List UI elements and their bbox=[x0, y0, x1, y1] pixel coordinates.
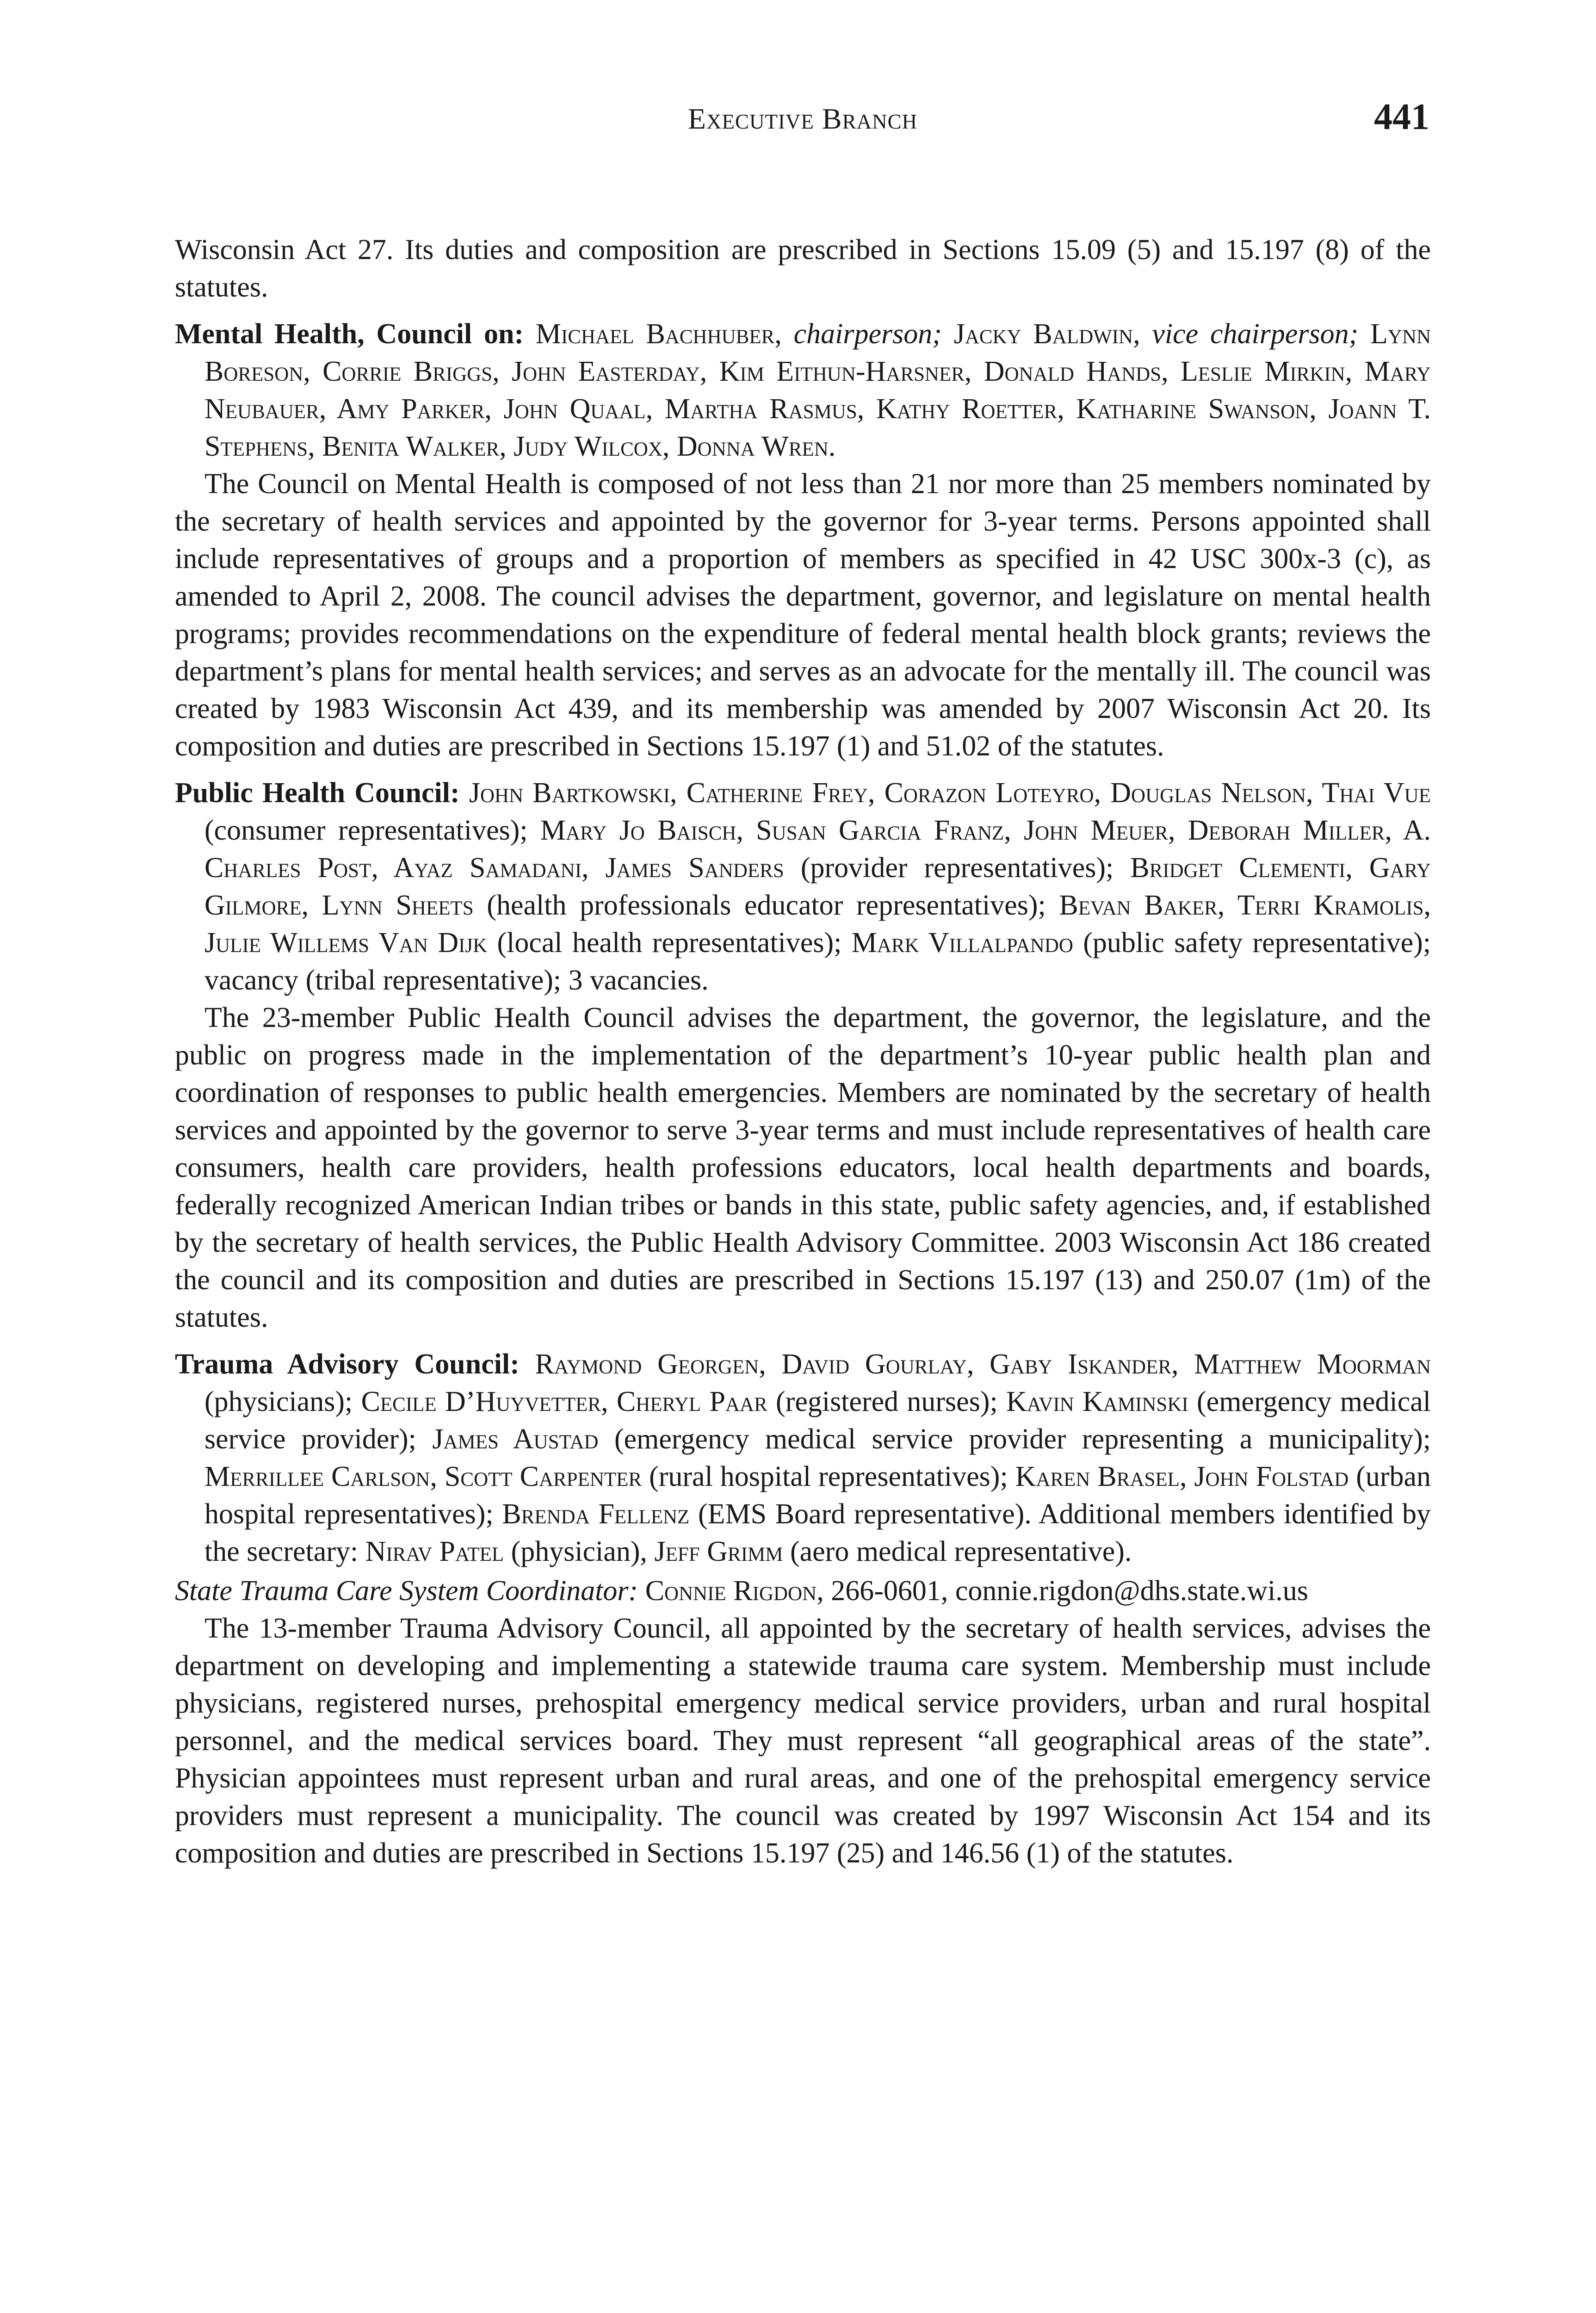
member-name: Jacky Baldwin bbox=[953, 318, 1133, 350]
member-list: Brenda Fellenz bbox=[502, 1498, 690, 1530]
member-role: chairperson; bbox=[793, 318, 942, 350]
member-role: (emergency medical service provider representing a municipality); bbox=[614, 1423, 1431, 1455]
coordinator-contact: , 266-0601, connie.rigdon@dhs.state.wi.us bbox=[817, 1575, 1308, 1607]
member-list: Merrillee Carlson, Scott Carpenter bbox=[204, 1461, 642, 1492]
member-list: James Austad bbox=[432, 1423, 599, 1455]
trauma-advisory-council-description: The 13-member Trauma Advisory Council, all appointed by the secretary of health services, advises the department on developing and implementing a statewide trauma care system. Membership must include physicians, registered nurses, prehospital emergency medical service providers, urban and rural hospital personnel, and the medical services board. They must represent “all geographical areas of the state”. Physician appointees must represent urban and rural areas, and one of the prehospital emergency service providers must represent a municipality. The council was created by 1997 Wisconsin Act 154 and its composition and duties are prescribed in Sections 15.197 (25) and 146.56 (1) of the statutes. bbox=[175, 1613, 1431, 1869]
member-list: Raymond Georgen, David Gourlay, Gaby Iskander, Matthew Moorman bbox=[535, 1348, 1431, 1380]
mental-health-council-heading: Mental Health, Council on: bbox=[175, 318, 524, 350]
page-body bbox=[175, 231, 1431, 1872]
member-list: Cecile D’Huyvetter, Cheryl Paar bbox=[361, 1386, 767, 1417]
member-role: (health professionals educator representatives); bbox=[487, 890, 1046, 921]
member-role: (emergency medical service provider); bbox=[204, 1386, 1431, 1455]
public-health-council-description: The 23-member Public Health Council advises the department, the governor, the legislature, and the public on progress made in the implementation of the department’s 10-year public health plan and coordination of responses to public health emergencies. Members are nominated by the secretary of health services and appointed by the governor to serve 3-year terms and must include representatives of health care consumers, health care providers, health professions educators, local health departments and boards, federally recognized American Indian tribes or bands in this state, public safety agencies, and, if established by the secretary of health services, the Public Health Advisory Committee. 2003 Wisconsin Act 186 created the council and its composition and duties are prescribed in Sections 15.197 (13) and 250.07 (1m) of the statutes. bbox=[175, 1002, 1431, 1333]
member-role: (public safety representative); vacancy (tribal representative); 3 vacancies. bbox=[204, 927, 1431, 996]
member-role: (urban hospital representatives); bbox=[204, 1461, 1431, 1530]
member-list: Mary Jo Baisch, Susan Garcia Franz, John Meuer, Deborah Miller, A. Charles Post, Ayaz Samadani, James Sanders bbox=[204, 815, 1431, 884]
member-role: (local health representatives); bbox=[497, 927, 842, 959]
trauma-advisory-council-entry bbox=[175, 1346, 1431, 1571]
member-list: Bridget Clementi, Gary Gilmore, Lynn Sheets bbox=[204, 852, 1431, 921]
member-role: (provider representatives); bbox=[800, 852, 1114, 884]
trauma-coordinator-entry bbox=[175, 1572, 1431, 1610]
member-role: (consumer representatives); bbox=[204, 815, 528, 846]
trauma-advisory-council-heading: Trauma Advisory Council: bbox=[175, 1348, 520, 1380]
coordinator-name: Connie Rigdon bbox=[645, 1575, 817, 1607]
member-role: (physician), bbox=[511, 1536, 648, 1567]
member-list: Kavin Kaminski bbox=[1006, 1386, 1188, 1417]
page-number: 441 bbox=[1374, 97, 1429, 137]
public-health-council-entry bbox=[175, 774, 1431, 999]
member-role: (EMS Board representative). Additional members identified by the secretary: bbox=[204, 1498, 1431, 1567]
member-list: Nirav Patel bbox=[365, 1536, 504, 1567]
public-health-council-heading: Public Health Council: bbox=[175, 777, 460, 809]
member-list: Lynn Boreson, Corrie Briggs, John Easterday, Kim Eithun-Harsner, Donald Hands, Leslie Mirkin, Mary Neubauer, Amy Parker, John Quaal, Martha Rasmus, Kathy Roetter, Katharine Swanson, Joann T. Stephens, Benita Walker, Judy Wilcox, Donna Wren. bbox=[204, 318, 1431, 462]
member-list: John Bartkowski, Catherine Frey, Corazon Loteyro, Douglas Nelson, Thai Vue bbox=[469, 777, 1431, 809]
member-role: (registered nurses); bbox=[776, 1386, 998, 1417]
member-role: vice chairperson; bbox=[1152, 318, 1359, 350]
member-list: Karen Brasel, John Folstad bbox=[1015, 1461, 1349, 1492]
member-list: Mark Villalpando bbox=[851, 927, 1073, 959]
member-name: Michael Bachhuber bbox=[535, 318, 775, 350]
mental-health-council-description: The Council on Mental Health is composed of not less than 21 nor more than 25 members nominated by the secretary of health services and appointed by the governor for 3-year terms. Persons appointed shall include representatives of groups and a proportion of members as specified in 42 USC 300x-3 (c), as amended to April 2, 2008. The council advises the department, governor, and legislature on mental health programs; provides recommendations on the expenditure of federal mental health block grants; reviews the department’s plans for mental health services; and serves as an advocate for the mentally ill. The council was created by 1983 Wisconsin Act 439, and its membership was amended by 2007 Wisconsin Act 20. Its composition and duties are prescribed in Sections 15.197 (1) and 51.02 of the statutes. bbox=[175, 468, 1431, 762]
member-list: Bevan Baker, Terri Kramolis, Julie Willems Van Dijk bbox=[204, 890, 1431, 959]
coordinator-label: State Trauma Care System Coordinator: bbox=[175, 1575, 638, 1607]
member-role: (rural hospital representatives); bbox=[649, 1461, 1008, 1492]
member-role: (aero medical representative). bbox=[790, 1536, 1132, 1567]
running-title: Executive Branch bbox=[687, 102, 918, 135]
member-role: (physicians); bbox=[204, 1386, 353, 1417]
running-head bbox=[176, 93, 1429, 143]
continuation-paragraph: Wisconsin Act 27. Its duties and composition are prescribed in Sections 15.09 (5) and 15.197 (8) of the statutes. bbox=[175, 234, 1431, 303]
member-list: Jeff Grimm bbox=[654, 1536, 783, 1567]
mental-health-council-entry: Mental Health, Council on: Michael Bachhuber, chairperson; Jacky Baldwin, vice chairperson; Lynn Boreson, Corrie Briggs, John Easterday, Kim Eithun-Harsner, Donald Hands, Leslie Mirkin, Mary Neubauer, Amy Parker, John Quaal, Martha Rasmus, Kathy Roetter, Katharine Swanson, Joann T. Stephens, Benita Walker, Judy Wilcox, Donna Wren. bbox=[175, 318, 1431, 462]
